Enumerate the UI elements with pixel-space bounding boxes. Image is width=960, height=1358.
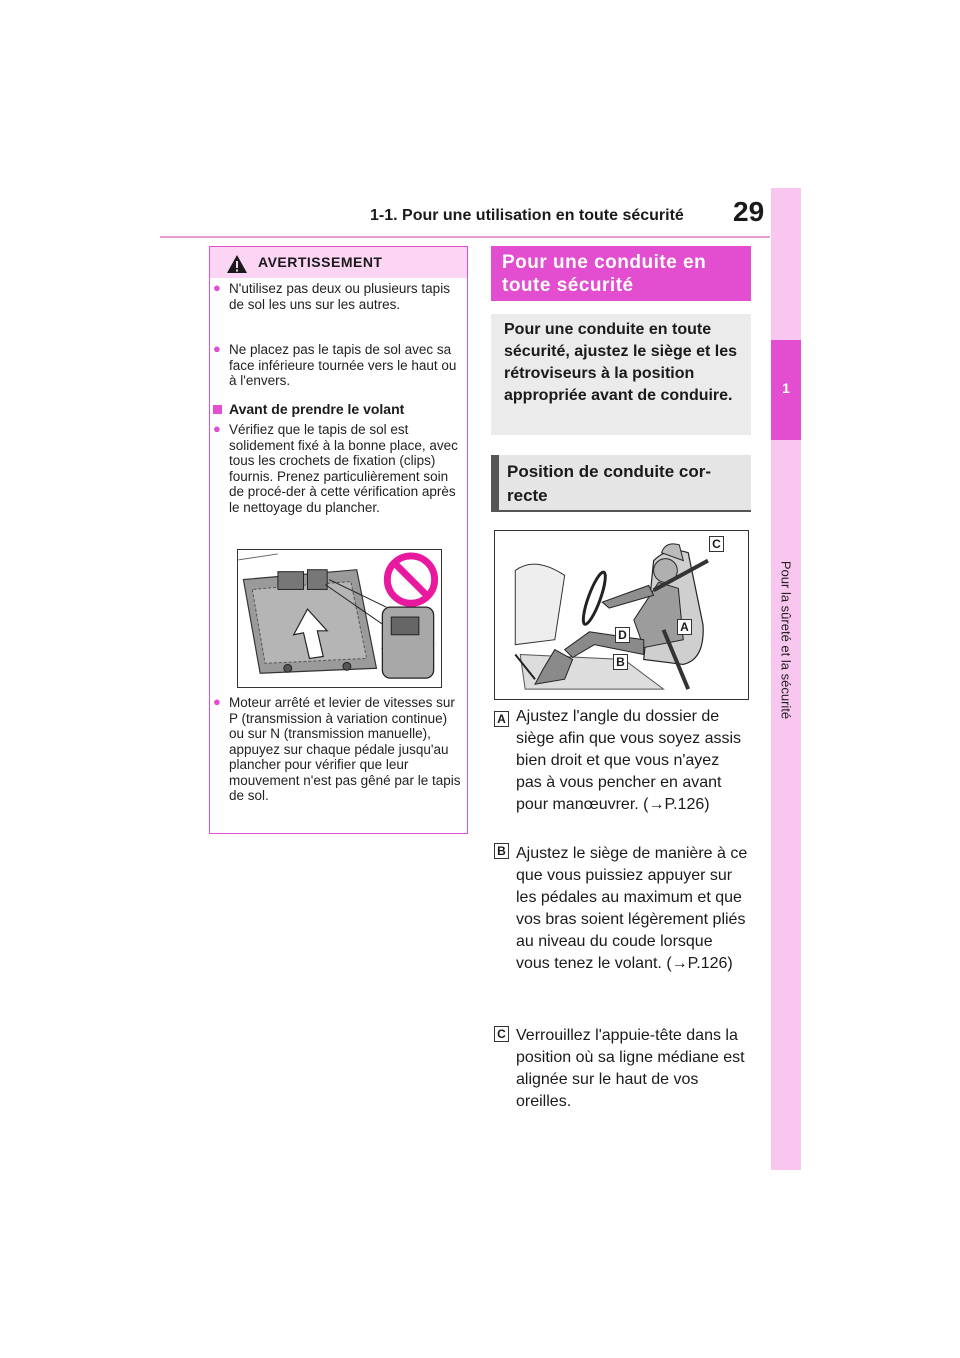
figure-label-c: C [709,536,724,552]
driving-position-illustration [494,530,749,700]
warning-item: Ne placez pas le tapis de sol avec sa face inférieure tournée vers le haut ou à l'envers. [229,342,457,388]
figure-label-b: B [613,654,628,670]
section-title: 1-1. Pour une utilisation en toute sécurité [370,207,684,224]
step-text: Ajustez l'angle du dossier de siège afin que vous soyez assis bien droit et que vous n'ayez pas à vous pencher en avant pour manœuvrer. (→P.126) [516,708,742,813]
figure-label-d: D [615,627,630,643]
floor-mat-illustration [237,549,442,688]
warning-item: Vérifiez que le tapis de sol est solidement fixé à la bonne place, avec tous les crochets de fixation (clips) fournis. Prenez particulièrement soin de procé-der à cette vérification après le nettoyage du plancher. [229,422,458,515]
square-bullet-icon [213,405,222,414]
bullet-icon: ● [213,280,221,295]
intro-text: Pour une conduite en toute sécurité, ajustez le siège et les rétroviseurs à la position appropriée avant de conduire. [504,321,738,404]
bullet-icon: ● [213,421,221,436]
warning-subheading: Avant de prendre le volant [229,401,405,417]
step-text: Verrouillez l'appuie-tête dans la position où sa ligne médiane est alignée sur le haut de vos oreilles. [516,1027,745,1110]
subsection-heading-bar [491,455,499,512]
bullet-icon: ● [213,694,221,709]
step-label: A [494,711,509,727]
figure-label-a: A [677,619,692,635]
warning-item: Moteur arrêté et levier de vitesses sur P (transmission à variation continue) ou sur N (transmission manuelle), appuyez sur chaque pédale jusqu'au plancher pour vérifier que leur mouvement n'est pas gêné par le tapis de sol. [229,695,461,803]
warning-triangle-icon [226,254,248,274]
step-text: Ajustez le siège de manière à ce que vous puissiez appuyer sur les pédales au maximum et que vos bras soient légèrement pliés au niveau du coude lorsque vous tenez le volant. (→P.126) [516,845,748,972]
step-label: C [494,1026,509,1042]
bullet-icon: ● [213,341,221,356]
warning-title: AVERTISSEMENT [258,254,383,270]
chapter-title: Pour la sûreté et la sécurité [778,560,794,720]
chapter-number: 1 [782,380,790,396]
step-label: B [494,843,509,859]
header-rule [160,236,770,238]
subsection-heading: Position de conduite cor-recte [507,462,712,505]
page-number: 29 [733,196,765,227]
warning-item: N'utilisez pas deux ou plusieurs tapis de sol les uns sur les autres. [229,281,450,312]
section-heading: Pour une conduite en toute sécurité [502,252,707,296]
